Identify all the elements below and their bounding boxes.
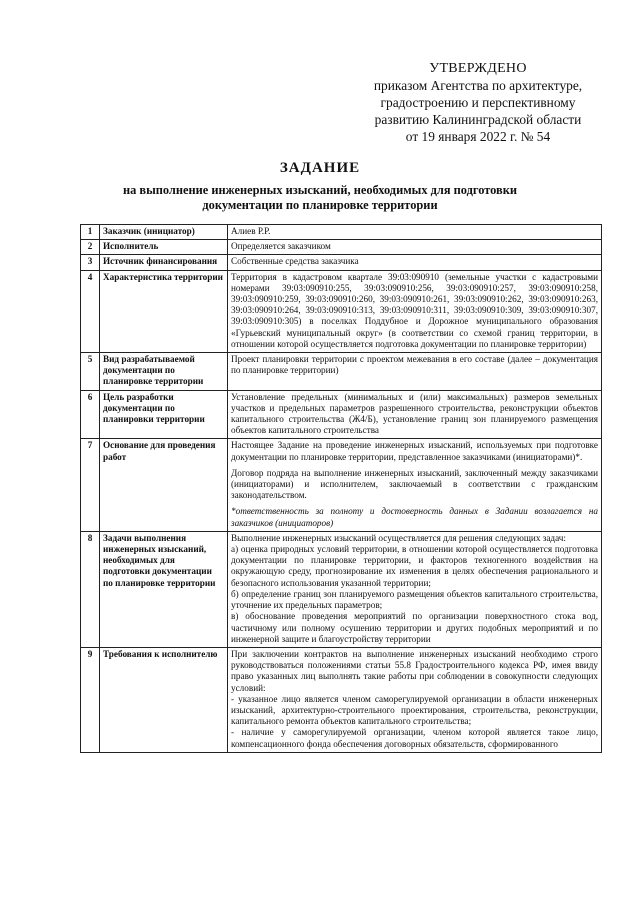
row-value-paragraph: Договор подряда на выполнение инженерных изысканий, заключенный между заказчиками (инициаторами) и исполнителем, заключаемый в соответствии с гражданским законодательством.	[231, 467, 598, 501]
row-value-paragraph: Собственные средства заказчика	[231, 256, 359, 267]
document-subtitle-line: документации по планировке территории	[202, 198, 438, 212]
table-row	[81, 390, 602, 439]
row-value	[228, 240, 602, 255]
approval-block	[338, 60, 618, 145]
row-name: Источник финансирования	[100, 255, 228, 270]
row-value-paragraph: а) оценка природных условий территории, в отношении которой осуществляется подготовка документации по планировке территории, и факторов техногенного воздействия на окружающую среду, прогнозирование их изменения в целях обеспечения рационального и безопасного использования указанной территории;	[231, 544, 598, 588]
row-number: 4	[81, 270, 100, 352]
table-row	[81, 225, 602, 240]
row-value	[228, 353, 602, 391]
row-value-paragraph: - наличие у саморегулируемой организации, членом которой является такое лицо, компенсационного фонда обеспечения договорных обязательств, сформированного	[231, 727, 598, 749]
task-table-body	[81, 225, 602, 753]
row-value-paragraph: б) определение границ зон планируемого размещения объектов капитального строительства, уточнение их предельных параметров;	[231, 588, 598, 611]
row-value	[228, 270, 602, 352]
approval-line: развитию Калининградской области	[374, 112, 582, 127]
row-footnote: *ответственность за полноту и достоверность данных в Задании возлагается на заказчиков (инициаторов)	[231, 506, 598, 528]
table-row	[81, 255, 602, 270]
document-subtitle-line: на выполнение инженерных изысканий, необходимых для подготовки	[122, 183, 518, 197]
row-value	[228, 531, 602, 647]
row-name: Задачи выполнения инженерных изысканий, необходимых для подготовки документации по планировке территории	[100, 531, 228, 647]
row-number: 2	[81, 240, 100, 255]
approval-line: приказом Агентства по архитектуре,	[373, 78, 583, 93]
approval-title: УТВЕРЖДЕНО	[429, 61, 527, 76]
row-value-paragraph: При заключении контрактов на выполнение инженерных изысканий необходимо строго руководствоваться положениями статьи 55.8 Градостроительного кодекса РФ, имея ввиду право указанных лиц выполнять такие работы при соблюдении в совокупности следующих условий:	[231, 648, 598, 693]
row-value-paragraph: Определяется заказчиком	[231, 241, 331, 252]
row-value-paragraph: Настоящее Задание на проведение инженерных изысканий, используемых при подготовке документации по планировке территории, представленное заказчиками (инициаторами)*.	[231, 440, 598, 462]
row-value-paragraph: - указанное лицо является членом саморегулируемой организации в области инженерных изысканий, архитектурно-строительного проектирования, строительства, реконструкции, капитального ремонта объектов капитального строительства;	[231, 693, 598, 727]
approval-line: от 19 января 2022 г. № 54	[405, 129, 551, 144]
row-value	[228, 255, 602, 270]
table-row	[81, 270, 602, 352]
row-name: Вид разрабатываемой документации по планировке территории	[100, 353, 228, 391]
table-row	[81, 531, 602, 647]
row-number: 6	[81, 390, 100, 439]
row-value-paragraph: Установление предельных (минимальных и (или) максимальных) размеров земельных участков и предельных параметров разрешенного строительства, реконструкции объектов капитального строительства (Ж4/Б), установление границ зон планируемого размещения объектов капитального строительства	[231, 391, 598, 436]
document-heading	[60, 160, 580, 213]
row-name: Требования к исполнителю	[100, 647, 228, 752]
row-value	[228, 225, 602, 240]
row-name: Заказчик (инициатор)	[100, 225, 228, 240]
table-row	[81, 647, 602, 752]
row-value	[228, 647, 602, 752]
row-name: Исполнитель	[100, 240, 228, 255]
row-name: Характеристика территории	[100, 270, 228, 352]
row-number: 5	[81, 353, 100, 391]
task-table	[80, 224, 602, 753]
row-number: 3	[81, 255, 100, 270]
row-value	[228, 390, 602, 439]
row-value-paragraph: Алиев Р.Р.	[231, 226, 271, 236]
table-row	[81, 240, 602, 255]
approval-line: градостроению и перспективному	[380, 95, 576, 110]
row-number: 9	[81, 647, 100, 752]
row-number: 8	[81, 531, 100, 647]
row-value	[228, 439, 602, 531]
row-value-paragraph: в) обоснование проведения мероприятий по организации поверхностного стока вод, частичному или полному осушению территории и других подобных мероприятий и по инженерной защите и благоустройству территории	[231, 611, 598, 644]
document-title: ЗАДАНИЕ	[279, 160, 361, 176]
row-name: Основание для проведения работ	[100, 439, 228, 531]
row-value-paragraph: Проект планировки территории с проектом межевания в его составе (далее – документация по планировке территории)	[231, 354, 598, 376]
row-name: Цель разработки документации по планировки территории	[100, 390, 228, 439]
row-number: 1	[81, 225, 100, 240]
row-number: 7	[81, 439, 100, 531]
table-row	[81, 353, 602, 391]
table-row	[81, 439, 602, 531]
row-value-paragraph: Территория в кадастровом квартале 39:03:090910 (земельные участки с кадастровыми номерами 39:03:090910:255, 39:03:090910:256, 39:03:090910:257, 39:03:090910:258, 39:03:090910:259, 39:03:090910:260, 39:03:090910:261, 39:03:090910:262, 39:03:090910:263, 39:03:090910:264, 39:03:090910:313, 39:03:090910:311, 39:03:090910:309, 39:03:090910:307, 39:03:090910:305) в поселках Поддубное и Дорожное муниципального образования «Гурьевский муниципальный округ» (в соответствии со схемой границ территории, в отношении которой осуществляется подготовка документации по планировке территории)	[231, 271, 598, 349]
row-value-paragraph: Выполнение инженерных изысканий осуществляется для решения следующих задач:	[231, 532, 566, 543]
